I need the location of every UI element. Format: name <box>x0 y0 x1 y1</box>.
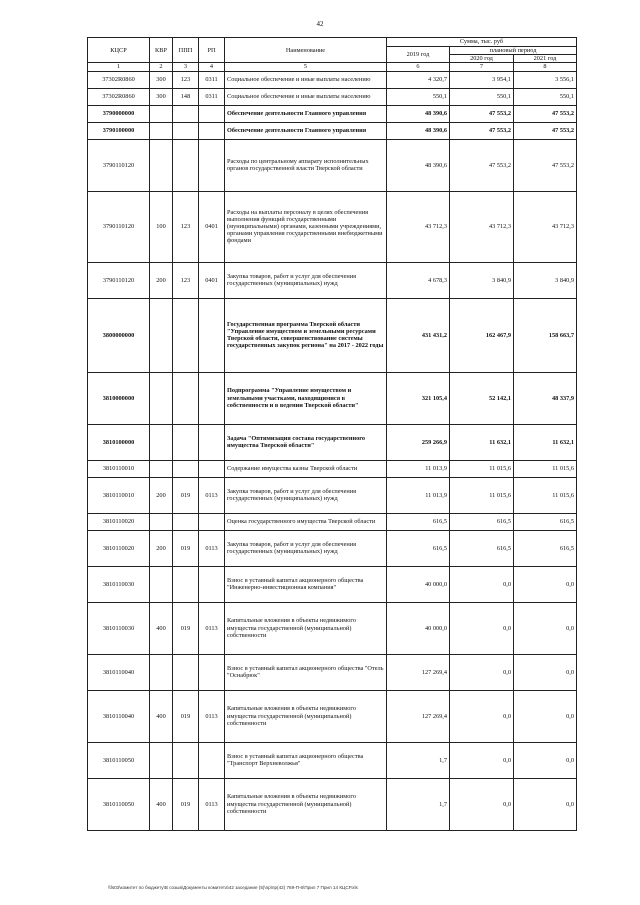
table-row <box>88 477 577 513</box>
name-cell: Закупка товаров, работ и услуг для обеспечения государственных (муниципальных) нужд <box>225 530 387 566</box>
ppp-cell: 019 <box>173 477 199 513</box>
table-row <box>88 88 577 105</box>
sum-2021-cell: 550,1 <box>514 88 577 105</box>
table-row <box>88 372 577 424</box>
sum-2019-cell: 40 000,0 <box>387 566 450 602</box>
sum-2021-cell: 0,0 <box>514 602 577 654</box>
sum-2019-cell: 48 390,6 <box>387 105 450 122</box>
rp-cell <box>199 424 225 460</box>
table-body <box>88 71 577 830</box>
kvr-cell <box>150 566 173 602</box>
kvr-cell <box>150 513 173 530</box>
kvr-cell <box>150 654 173 690</box>
name-cell: Капитальные вложения в объекты недвижимого имущества государственной (муниципальной) собственности <box>225 690 387 742</box>
kvr-cell <box>150 139 173 191</box>
sum-2019-cell: 1,7 <box>387 742 450 778</box>
rp-cell <box>199 105 225 122</box>
ppp-cell: 123 <box>173 71 199 88</box>
sum-2019-cell: 40 000,0 <box>387 602 450 654</box>
kcsr-cell: 3810110020 <box>88 513 150 530</box>
sum-2019-cell: 43 712,3 <box>387 191 450 262</box>
rp-cell: 0401 <box>199 191 225 262</box>
sum-2019-cell: 616,5 <box>387 530 450 566</box>
sum-2021-cell: 0,0 <box>514 654 577 690</box>
table-row <box>88 513 577 530</box>
ppp-cell: 123 <box>173 262 199 298</box>
sum-2020-cell: 11 632,1 <box>450 424 514 460</box>
table-row <box>88 742 577 778</box>
kcsr-cell: 3810110010 <box>88 477 150 513</box>
table-row <box>88 139 577 191</box>
sum-2021-cell: 47 553,2 <box>514 139 577 191</box>
rp-cell: 0401 <box>199 262 225 298</box>
rp-cell: 0113 <box>199 690 225 742</box>
sum-2020-cell: 550,1 <box>450 88 514 105</box>
sum-2019-cell: 4 678,3 <box>387 262 450 298</box>
name-cell: Взнос в уставный капитал акционерного общества "Отель "Оснабрюк" <box>225 654 387 690</box>
name-cell: Обеспечение деятельности Главного управления <box>225 122 387 139</box>
kcsr-cell: 3810110040 <box>88 654 150 690</box>
ppp-cell: 019 <box>173 778 199 830</box>
name-cell: Государственная программа Тверской области "Управление имуществом и земельными ресурсами Тверской области, совершенствование системы государственных закупок региона" на 2017 - 2022 годы <box>225 298 387 372</box>
name-cell: Взнос в уставный капитал акционерного общества "Транспорт Верхневолжья" <box>225 742 387 778</box>
kcsr-cell: 3810110010 <box>88 460 150 477</box>
table-row <box>88 778 577 830</box>
kcsr-cell: 3810100000 <box>88 424 150 460</box>
ppp-cell <box>173 654 199 690</box>
sum-2019-cell: 48 390,6 <box>387 122 450 139</box>
sum-2020-cell: 47 553,2 <box>450 105 514 122</box>
sum-2021-cell: 0,0 <box>514 566 577 602</box>
kcsr-cell: 3810110050 <box>88 742 150 778</box>
sum-2020-cell: 52 142,1 <box>450 372 514 424</box>
kvr-cell <box>150 424 173 460</box>
sum-2019-cell: 1,7 <box>387 778 450 830</box>
table-row <box>88 71 577 88</box>
sum-2021-cell: 3 840,9 <box>514 262 577 298</box>
table-row <box>88 191 577 262</box>
name-cell: Капитальные вложения в объекты недвижимого имущества государственной (муниципальной) собственности <box>225 778 387 830</box>
ppp-cell <box>173 566 199 602</box>
sum-2020-cell: 0,0 <box>450 654 514 690</box>
rp-cell <box>199 742 225 778</box>
table-row <box>88 105 577 122</box>
page-number: 42 <box>316 20 324 28</box>
file-path-footer: \\fs03\комитет по бюджету\В созыв\Документы комитета\42 заседание (5)\пр\пр(42) 769-П-6\Прил 7 Прил 14 КЦСР.xls <box>108 885 358 890</box>
table-row <box>88 690 577 742</box>
name-cell: Социальное обеспечение и иные выплаты населению <box>225 71 387 88</box>
table-row <box>88 298 577 372</box>
sum-2021-cell: 47 553,2 <box>514 122 577 139</box>
name-cell: Расходы по центральному аппарату исполнительных органов государственной власти Тверской области <box>225 139 387 191</box>
rp-cell <box>199 566 225 602</box>
ppp-cell <box>173 139 199 191</box>
sum-2019-cell: 321 105,4 <box>387 372 450 424</box>
sum-2020-cell: 0,0 <box>450 778 514 830</box>
sum-2019-cell: 431 431,2 <box>387 298 450 372</box>
kvr-cell: 300 <box>150 71 173 88</box>
ppp-cell <box>173 372 199 424</box>
rp-cell <box>199 122 225 139</box>
rp-cell <box>199 298 225 372</box>
name-cell: Закупка товаров, работ и услуг для обеспечения государственных (муниципальных) нужд <box>225 477 387 513</box>
column-number-cell: 5 <box>225 63 387 71</box>
kvr-cell <box>150 742 173 778</box>
sum-2019-cell: 48 390,6 <box>387 139 450 191</box>
kcsr-cell: 3790100000 <box>88 122 150 139</box>
sum-2020-cell: 162 467,9 <box>450 298 514 372</box>
column-number-cell: 8 <box>514 63 577 71</box>
sum-2019-cell: 11 013,9 <box>387 460 450 477</box>
kvr-cell <box>150 105 173 122</box>
column-number-row <box>88 63 577 71</box>
kcsr-cell: 3800000000 <box>88 298 150 372</box>
kcsr-cell: 3810110050 <box>88 778 150 830</box>
sum-2021-cell: 11 632,1 <box>514 424 577 460</box>
rp-cell <box>199 513 225 530</box>
sum-2019-cell: 616,5 <box>387 513 450 530</box>
kcsr-cell: 3810110030 <box>88 566 150 602</box>
rp-cell: 0311 <box>199 71 225 88</box>
header-year-2021: 2021 год <box>514 55 577 63</box>
ppp-cell <box>173 460 199 477</box>
name-cell: Подпрограмма "Управление имуществом и земельными участками, находящимися в собственности и в ведении Тверской области" <box>225 372 387 424</box>
sum-2020-cell: 616,5 <box>450 513 514 530</box>
kcsr-cell: 3790110120 <box>88 191 150 262</box>
sum-2020-cell: 47 553,2 <box>450 122 514 139</box>
name-cell: Расходы на выплаты персоналу в целях обеспечения выполнения функций государственными (муниципальными) органами, казенными учреждениями, органами управления государственными внебюджетными фондами <box>225 191 387 262</box>
ppp-cell <box>173 298 199 372</box>
sum-2021-cell: 47 553,2 <box>514 105 577 122</box>
kvr-cell: 200 <box>150 477 173 513</box>
table-header <box>88 38 577 72</box>
rp-cell: 0113 <box>199 602 225 654</box>
sum-2021-cell: 43 712,3 <box>514 191 577 262</box>
name-cell: Задача "Оптимизация состава государственного имущества Тверской области" <box>225 424 387 460</box>
rp-cell <box>199 372 225 424</box>
kcsr-cell: 37302R0860 <box>88 88 150 105</box>
sum-2019-cell: 127 269,4 <box>387 654 450 690</box>
name-cell: Оценка государственного имущества Тверской области <box>225 513 387 530</box>
sum-2020-cell: 0,0 <box>450 742 514 778</box>
sum-2020-cell: 0,0 <box>450 690 514 742</box>
ppp-cell: 123 <box>173 191 199 262</box>
sum-2020-cell: 11 015,6 <box>450 460 514 477</box>
sum-2020-cell: 3 954,1 <box>450 71 514 88</box>
table-row <box>88 530 577 566</box>
sum-2020-cell: 3 840,9 <box>450 262 514 298</box>
rp-cell: 0311 <box>199 88 225 105</box>
header-rp: РП <box>199 38 225 63</box>
header-ppp: ППП <box>173 38 199 63</box>
kcsr-cell: 3790110120 <box>88 262 150 298</box>
header-year-2019: 2019 год <box>387 47 450 63</box>
column-number-cell: 6 <box>387 63 450 71</box>
header-name: Наименование <box>225 38 387 63</box>
ppp-cell <box>173 742 199 778</box>
rp-cell: 0113 <box>199 530 225 566</box>
sum-2021-cell: 0,0 <box>514 778 577 830</box>
kcsr-cell: 37302R0860 <box>88 71 150 88</box>
sum-2021-cell: 616,5 <box>514 530 577 566</box>
rp-cell <box>199 654 225 690</box>
name-cell: Содержание имущества казны Тверской области <box>225 460 387 477</box>
ppp-cell <box>173 513 199 530</box>
kvr-cell: 200 <box>150 262 173 298</box>
kvr-cell: 400 <box>150 602 173 654</box>
sum-2020-cell: 0,0 <box>450 566 514 602</box>
kvr-cell <box>150 372 173 424</box>
table-row <box>88 654 577 690</box>
table-row <box>88 460 577 477</box>
ppp-cell: 019 <box>173 530 199 566</box>
sum-2021-cell: 3 556,1 <box>514 71 577 88</box>
kcsr-cell: 3810110030 <box>88 602 150 654</box>
sum-2020-cell: 11 015,6 <box>450 477 514 513</box>
kvr-cell: 200 <box>150 530 173 566</box>
rp-cell: 0113 <box>199 477 225 513</box>
budget-table <box>87 37 577 831</box>
sum-2021-cell: 48 337,9 <box>514 372 577 424</box>
sum-2019-cell: 259 266,9 <box>387 424 450 460</box>
sum-2021-cell: 11 015,6 <box>514 477 577 513</box>
sum-2019-cell: 127 269,4 <box>387 690 450 742</box>
rp-cell <box>199 460 225 477</box>
kvr-cell <box>150 298 173 372</box>
ppp-cell: 019 <box>173 602 199 654</box>
kvr-cell: 300 <box>150 88 173 105</box>
column-number-cell: 3 <box>173 63 199 71</box>
name-cell: Закупка товаров, работ и услуг для обеспечения государственных (муниципальных) нужд <box>225 262 387 298</box>
header-kvr: КВР <box>150 38 173 63</box>
sum-2021-cell: 0,0 <box>514 690 577 742</box>
header-kcsr: КЦСР <box>88 38 150 63</box>
column-number-cell: 4 <box>199 63 225 71</box>
sum-2021-cell: 0,0 <box>514 742 577 778</box>
kvr-cell: 400 <box>150 778 173 830</box>
kvr-cell: 400 <box>150 690 173 742</box>
sum-2021-cell: 11 015,6 <box>514 460 577 477</box>
sum-2020-cell: 43 712,3 <box>450 191 514 262</box>
ppp-cell <box>173 105 199 122</box>
ppp-cell: 148 <box>173 88 199 105</box>
sum-2019-cell: 11 013,9 <box>387 477 450 513</box>
ppp-cell <box>173 424 199 460</box>
name-cell: Капитальные вложения в объекты недвижимого имущества государственной (муниципальной) собственности <box>225 602 387 654</box>
column-number-cell: 7 <box>450 63 514 71</box>
kcsr-cell: 3810000000 <box>88 372 150 424</box>
sum-2021-cell: 616,5 <box>514 513 577 530</box>
table-row <box>88 602 577 654</box>
sum-2021-cell: 158 663,7 <box>514 298 577 372</box>
sum-2020-cell: 0,0 <box>450 602 514 654</box>
ppp-cell: 019 <box>173 690 199 742</box>
sum-2019-cell: 550,1 <box>387 88 450 105</box>
kcsr-cell: 3790110120 <box>88 139 150 191</box>
kcsr-cell: 3790000000 <box>88 105 150 122</box>
kcsr-cell: 3810110020 <box>88 530 150 566</box>
ppp-cell <box>173 122 199 139</box>
header-year-2020: 2020 год <box>450 55 514 63</box>
header-plan-period: плановый период <box>450 47 577 55</box>
kvr-cell <box>150 122 173 139</box>
table-row <box>88 566 577 602</box>
sum-2020-cell: 47 553,2 <box>450 139 514 191</box>
header-sum: Сумма, тыс. руб <box>387 38 577 47</box>
sum-2019-cell: 4 320,7 <box>387 71 450 88</box>
table-row <box>88 424 577 460</box>
kvr-cell <box>150 460 173 477</box>
table-row <box>88 262 577 298</box>
column-number-cell: 2 <box>150 63 173 71</box>
column-number-cell: 1 <box>88 63 150 71</box>
name-cell: Социальное обеспечение и иные выплаты населению <box>225 88 387 105</box>
kvr-cell: 100 <box>150 191 173 262</box>
kcsr-cell: 3810110040 <box>88 690 150 742</box>
name-cell: Взнос в уставный капитал акционерного общества "Инженерно-инвестиционная компания" <box>225 566 387 602</box>
name-cell: Обеспечение деятельности Главного управления <box>225 105 387 122</box>
table-row <box>88 122 577 139</box>
rp-cell <box>199 139 225 191</box>
rp-cell: 0113 <box>199 778 225 830</box>
sum-2020-cell: 616,5 <box>450 530 514 566</box>
